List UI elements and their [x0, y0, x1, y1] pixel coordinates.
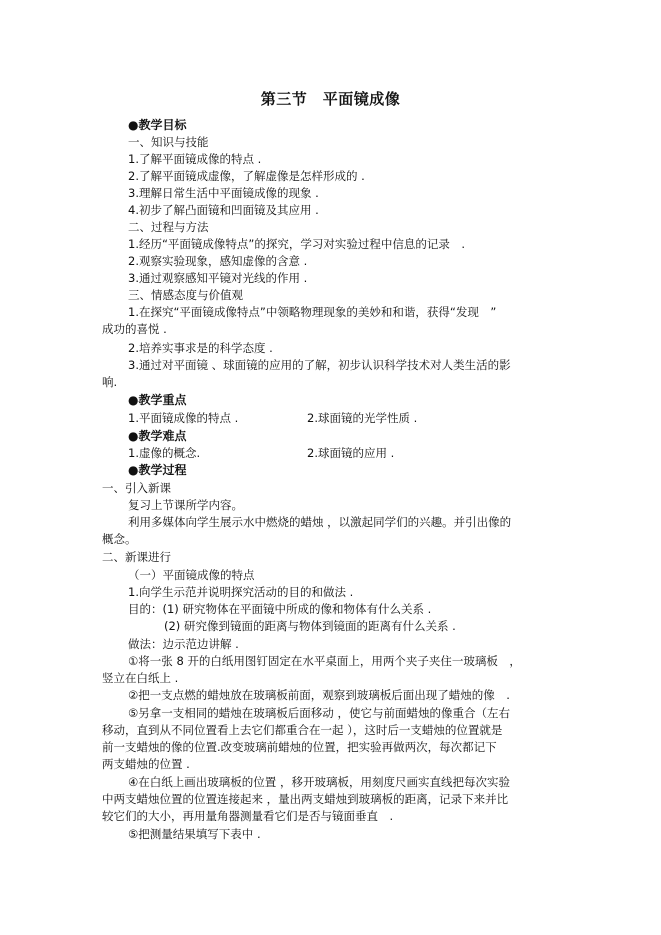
attitude-item-1-line-2: 成功的喜悦 . — [102, 322, 167, 336]
difficult-point-1: 1.虚像的概念. — [128, 446, 201, 460]
method-line: 做法：边示范边讲解 . — [128, 637, 239, 651]
attitude-item-2: 2.培养实事求是的科学态度 . — [128, 341, 273, 355]
step-5: ⑤把测量结果填写下表中 . — [128, 827, 261, 841]
difficult-heading: ●教学难点 — [128, 429, 187, 443]
knowledge-item-4: 4.初步了解凸面镜和凹面镜及其应用 . — [128, 203, 319, 217]
process-heading: 二、过程与方法 — [128, 220, 209, 234]
step-4-line-3: 较它们的大小，再用量角器测量看它们是否与镜面垂直 . — [102, 809, 394, 823]
key-heading: ●教学重点 — [128, 393, 187, 407]
subsection-1-heading: （一）平面镜成像的特点 — [128, 568, 255, 582]
step-4-line-1: ④在白纸上画出玻璃板的位置 ，移开玻璃板，用刻度尺画实直线把每次实验 — [128, 775, 510, 789]
teaching-process-heading: ●教学过程 — [128, 463, 187, 477]
process-item-2: 2.观察实验现象，感知虚像的含意 . — [128, 254, 308, 268]
difficult-point-2: 2.球面镜的应用 . — [307, 446, 395, 460]
knowledge-item-3: 3.理解日常生活中平面镜成像的现象 . — [128, 186, 319, 200]
intro-paragraph-2-line-1: 利用多媒体向学生展示水中燃烧的蜡烛 ，以激起同学们的兴趣。并引出像的 — [128, 515, 512, 529]
intro-paragraph-1: 复习上节课所学内容。 — [128, 498, 243, 512]
key-point-2: 2.球面镜的光学性质 . — [307, 411, 418, 425]
step-intro: 1.向学生示范并说明探究活动的目的和做法 . — [128, 585, 354, 599]
attitude-item-3-line-1: 3.通过对平面镜 、球面镜的应用的了解，初步认识科学技术对人类生活的影 — [128, 358, 511, 372]
intro-paragraph-2-line-2: 概念。 — [102, 532, 137, 546]
step-1-line-1: ①将一张 8 开的白纸用图钉固定在水平桌面上，用两个夹子夹住一玻璃板 ， — [128, 654, 521, 668]
document-title: 第三节 平面镜成像 — [260, 90, 401, 108]
step-3-line-4: 两支蜡烛的位置 . — [102, 757, 190, 771]
step-3-line-1: ⑤另拿一支相同的蜡烛在玻璃板后面移动 ，使它与前面蜡烛的像重合（左右 — [128, 706, 510, 720]
objectives-heading: ●教学目标 — [128, 118, 187, 132]
key-point-1: 1.平面镜成像的特点 . — [128, 411, 239, 425]
new-lesson-heading: 二、新课进行 — [102, 550, 171, 564]
step-1-line-2: 竖立在白纸上 . — [102, 671, 179, 685]
attitude-item-1-line-1: 1.在探究“平面镜成像特点”中领略物理现象的美妙和和谐，获得“发现 ” — [128, 305, 497, 319]
step-4-line-2: 中两支蜡烛位置的位置连接起来 ，量出两支蜡烛到玻璃板的距离，记录下来并比 — [102, 792, 509, 806]
attitude-item-3-line-2: 响. — [102, 375, 118, 389]
knowledge-item-1: 1.了解平面镜成像的特点 . — [128, 152, 262, 166]
step-2: ②把一支点燃的蜡烛放在玻璃板前面，观察到玻璃板后面出现了蜡烛的像 . — [128, 688, 510, 702]
process-item-3: 3.通过观察感知平镜对光线的作用 . — [128, 271, 308, 285]
attitude-heading: 三、情感态度与价值观 — [128, 288, 243, 302]
purpose-line-1: 目的：(1) 研究物体在平面镜中所成的像和物体有什么关系 . — [128, 602, 432, 616]
purpose-line-2: (2) 研究像到镜面的距离与物体到镜面的距离有什么关系 . — [164, 619, 456, 633]
knowledge-item-2: 2.了解平面镜成虚像，了解虚像是怎样形成的 . — [128, 169, 365, 183]
knowledge-heading: 一、知识与技能 — [128, 135, 209, 149]
step-3-line-2: 移动，直到从不同位置看上去它们都重合在一起 ），这时后一支蜡烛的位置就是 — [102, 723, 503, 737]
step-3-line-3: 前一支蜡烛的像的位置.改变玻璃前蜡烛的位置，把实验再做两次，每次都记下 — [102, 740, 497, 754]
process-item-1: 1.经历“平面镜成像特点”的探究，学习对实验过程中信息的记录 . — [128, 237, 466, 251]
intro-heading: 一、引入新课 — [102, 481, 171, 495]
